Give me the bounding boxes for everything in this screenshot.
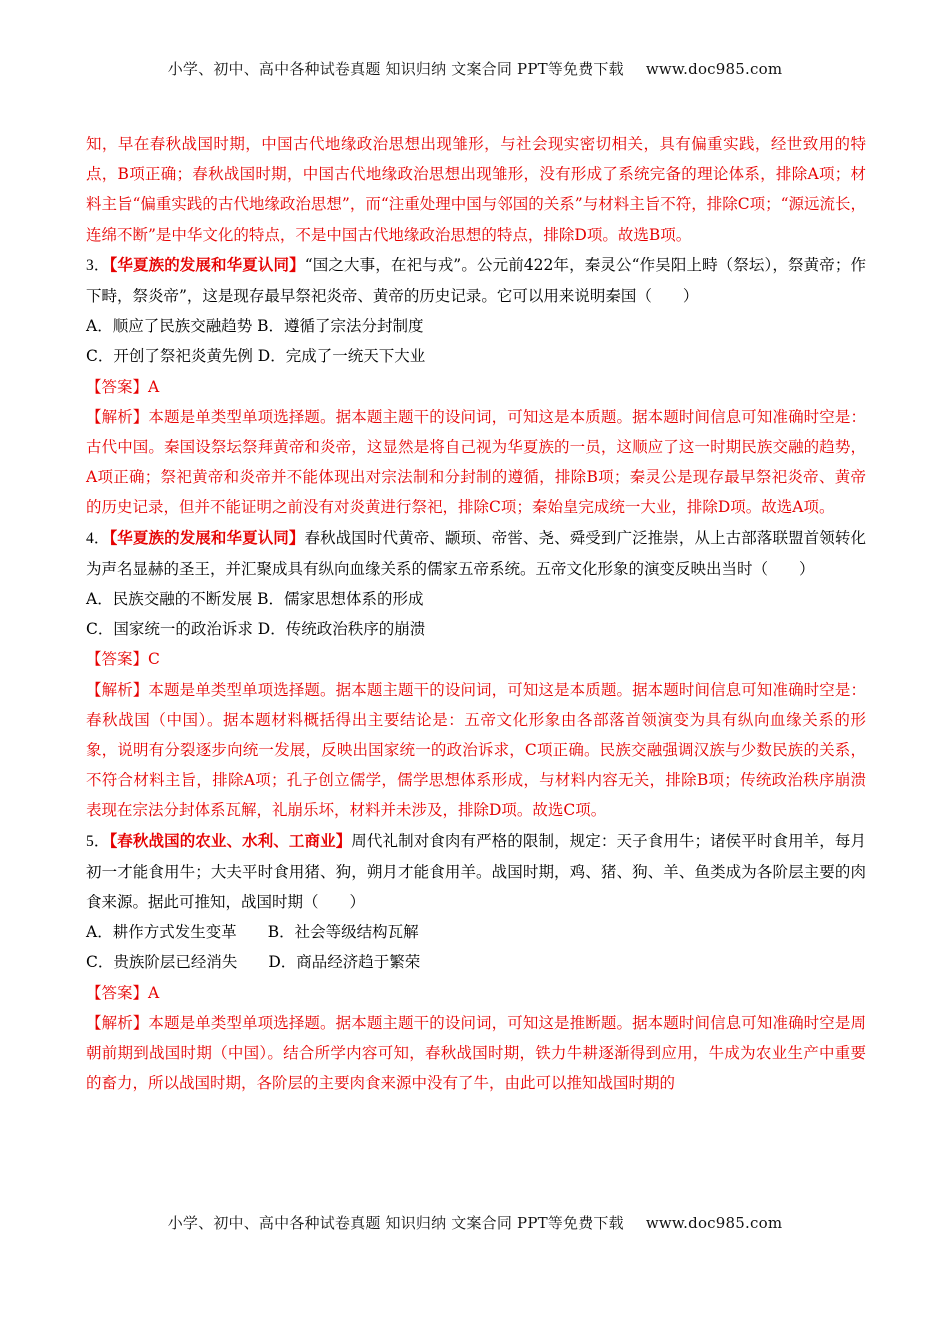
question-stem: [86, 523, 866, 584]
topic-tag: 【华夏族的发展和华夏认同】: [109, 254, 305, 274]
question-text: “国之大事，在祀与戎”。公元前422年，秦灵公“作吴阳上畤（祭坛），祭黄帝；作下畤，祭炎帝”，这是现存最早祭祀炎帝、黄帝的历史记录。它可以用来说明秦国（ ）: [86, 255, 866, 306]
options-ab: A．耕作方式发生变革 B．社会等级结构瓦解: [86, 923, 419, 942]
answer: 【答案】A: [86, 377, 160, 396]
page-content: [86, 129, 866, 1099]
question-text: 春秋战国时代黄帝、颛顼、帝喾、尧、舜受到广泛推崇，从上古部落联盟首领转化为声名显赫的圣王，并汇聚成具有纵向血缘关系的儒家五帝系统。五帝文化形象的演变反映出当时（ ）: [86, 528, 866, 578]
page-footer: [0, 1212, 950, 1233]
answer: 【答案】C: [86, 650, 160, 669]
header-url[interactable]: www.doc985.com: [645, 60, 783, 78]
question-stem: [86, 826, 866, 918]
previous-analysis: 知，早在春秋战国时期，中国古代地缘政治思想出现雏形，与社会现实密切相关，具有偏重实践，经世致用的特点，B项正确；春秋战国时期，中国古代地缘政治思想出现雏形，没有形成了系统完备的理论体系，排除A项；材料主旨“偏重实践的古代地缘政治思想”，而“注重处理中国与邻国的关系”与材料主旨不符，排除C项；“源远流长，连绵不断”是中华文化的特点，不是中国古代地缘政治思想的特点，排除D项。故选B项。: [86, 135, 866, 244]
question-number: 5．: [86, 832, 110, 850]
analysis: 【解析】本题是单类型单项选择题。据本题主题干的设问词，可知这是本质题。据本题时间信息可知准确时空是：春秋战国（中国）。据本题材料概括得出主要结论是：五帝文化形象由各部落首领演变为具有纵向血缘关系的形象，说明有分裂逐步向统一发展，反映出国家统一的政治诉求，C项正确。民族交融强调汉族与少数民族的关系，不符合材料主旨，排除A项；孔子创立儒学，儒学思想体系形成，与材料内容无关，排除B项；传统政治秩序崩溃表现在宗法分封体系瓦解，礼崩乐坏，材料并未涉及，排除D项。故选C项。: [86, 680, 866, 820]
question-4: [86, 523, 866, 826]
options-cd: C．开创了祭祀炎黄先例 D．完成了一统天下大业: [86, 347, 426, 366]
question-number: 3．: [86, 256, 110, 274]
page-header: [0, 58, 950, 79]
header-text: 小学、初中、高中各种试卷真题 知识归纳 文案合同 PPT等免费下载: [167, 60, 624, 78]
analysis: 【解析】本题是单类型单项选择题。据本题主题干的设问词，可知这是本质题。据本题时间信息可知准确时空是：古代中国。秦国设祭坛祭拜黄帝和炎帝，这显然是将自己视为华夏族的一员，这顺应了这一时期民族交融的趋势，A项正确；祭祀黄帝和炎帝并不能体现出对宗法制和分封制的遵循，排除B项；秦灵公是现存最早祭祀炎帝、黄帝的历史记录，但并不能证明之前没有对炎黄进行祭祀，排除C项；秦始皇完成统一大业，排除D项。故选A项。: [86, 407, 866, 517]
question-stem: [86, 250, 866, 311]
footer-text: 小学、初中、高中各种试卷真题 知识归纳 文案合同 PPT等免费下载: [167, 1214, 624, 1232]
question-3: [86, 250, 866, 523]
question-number: 4．: [86, 529, 110, 547]
options-ab: A．顺应了民族交融趋势 B．遵循了宗法分封制度: [86, 317, 424, 336]
options-ab: A．民族交融的不断发展 B．儒家思想体系的形成: [86, 590, 424, 609]
question-text: 周代礼制对食肉有严格的限制，规定：天子食用牛；诸侯平时食用羊，每月初一才能食用牛；大夫平时食用猪、狗，朔月才能食用羊。战国时期，鸡、猪、狗、羊、鱼类成为各阶层主要的肉食来源。据此可推知，战国时期（ ）: [86, 831, 866, 912]
options-cd: C．国家统一的政治诉求 D．传统政治秩序的崩溃: [86, 620, 426, 639]
question-5: [86, 826, 866, 1099]
topic-tag: 【春秋战国的农业、水利、工商业】: [109, 830, 352, 850]
footer-url[interactable]: www.doc985.com: [645, 1214, 783, 1232]
topic-tag: 【华夏族的发展和华夏认同】: [109, 527, 305, 547]
options-cd: C．贵族阶层已经消失 D．商品经济趋于繁荣: [86, 953, 421, 972]
answer: 【答案】A: [86, 983, 160, 1002]
analysis: 【解析】本题是单类型单项选择题。据本题主题干的设问词，可知这是推断题。据本题时间信息可知准确时空是周朝前期到战国时期（中国）。结合所学内容可知，春秋战国时期，铁力牛耕逐渐得到应用，牛成为农业生产中重要的畜力，所以战国时期，各阶层的主要肉食来源中没有了牛，由此可以推知战国时期的: [86, 1013, 866, 1093]
